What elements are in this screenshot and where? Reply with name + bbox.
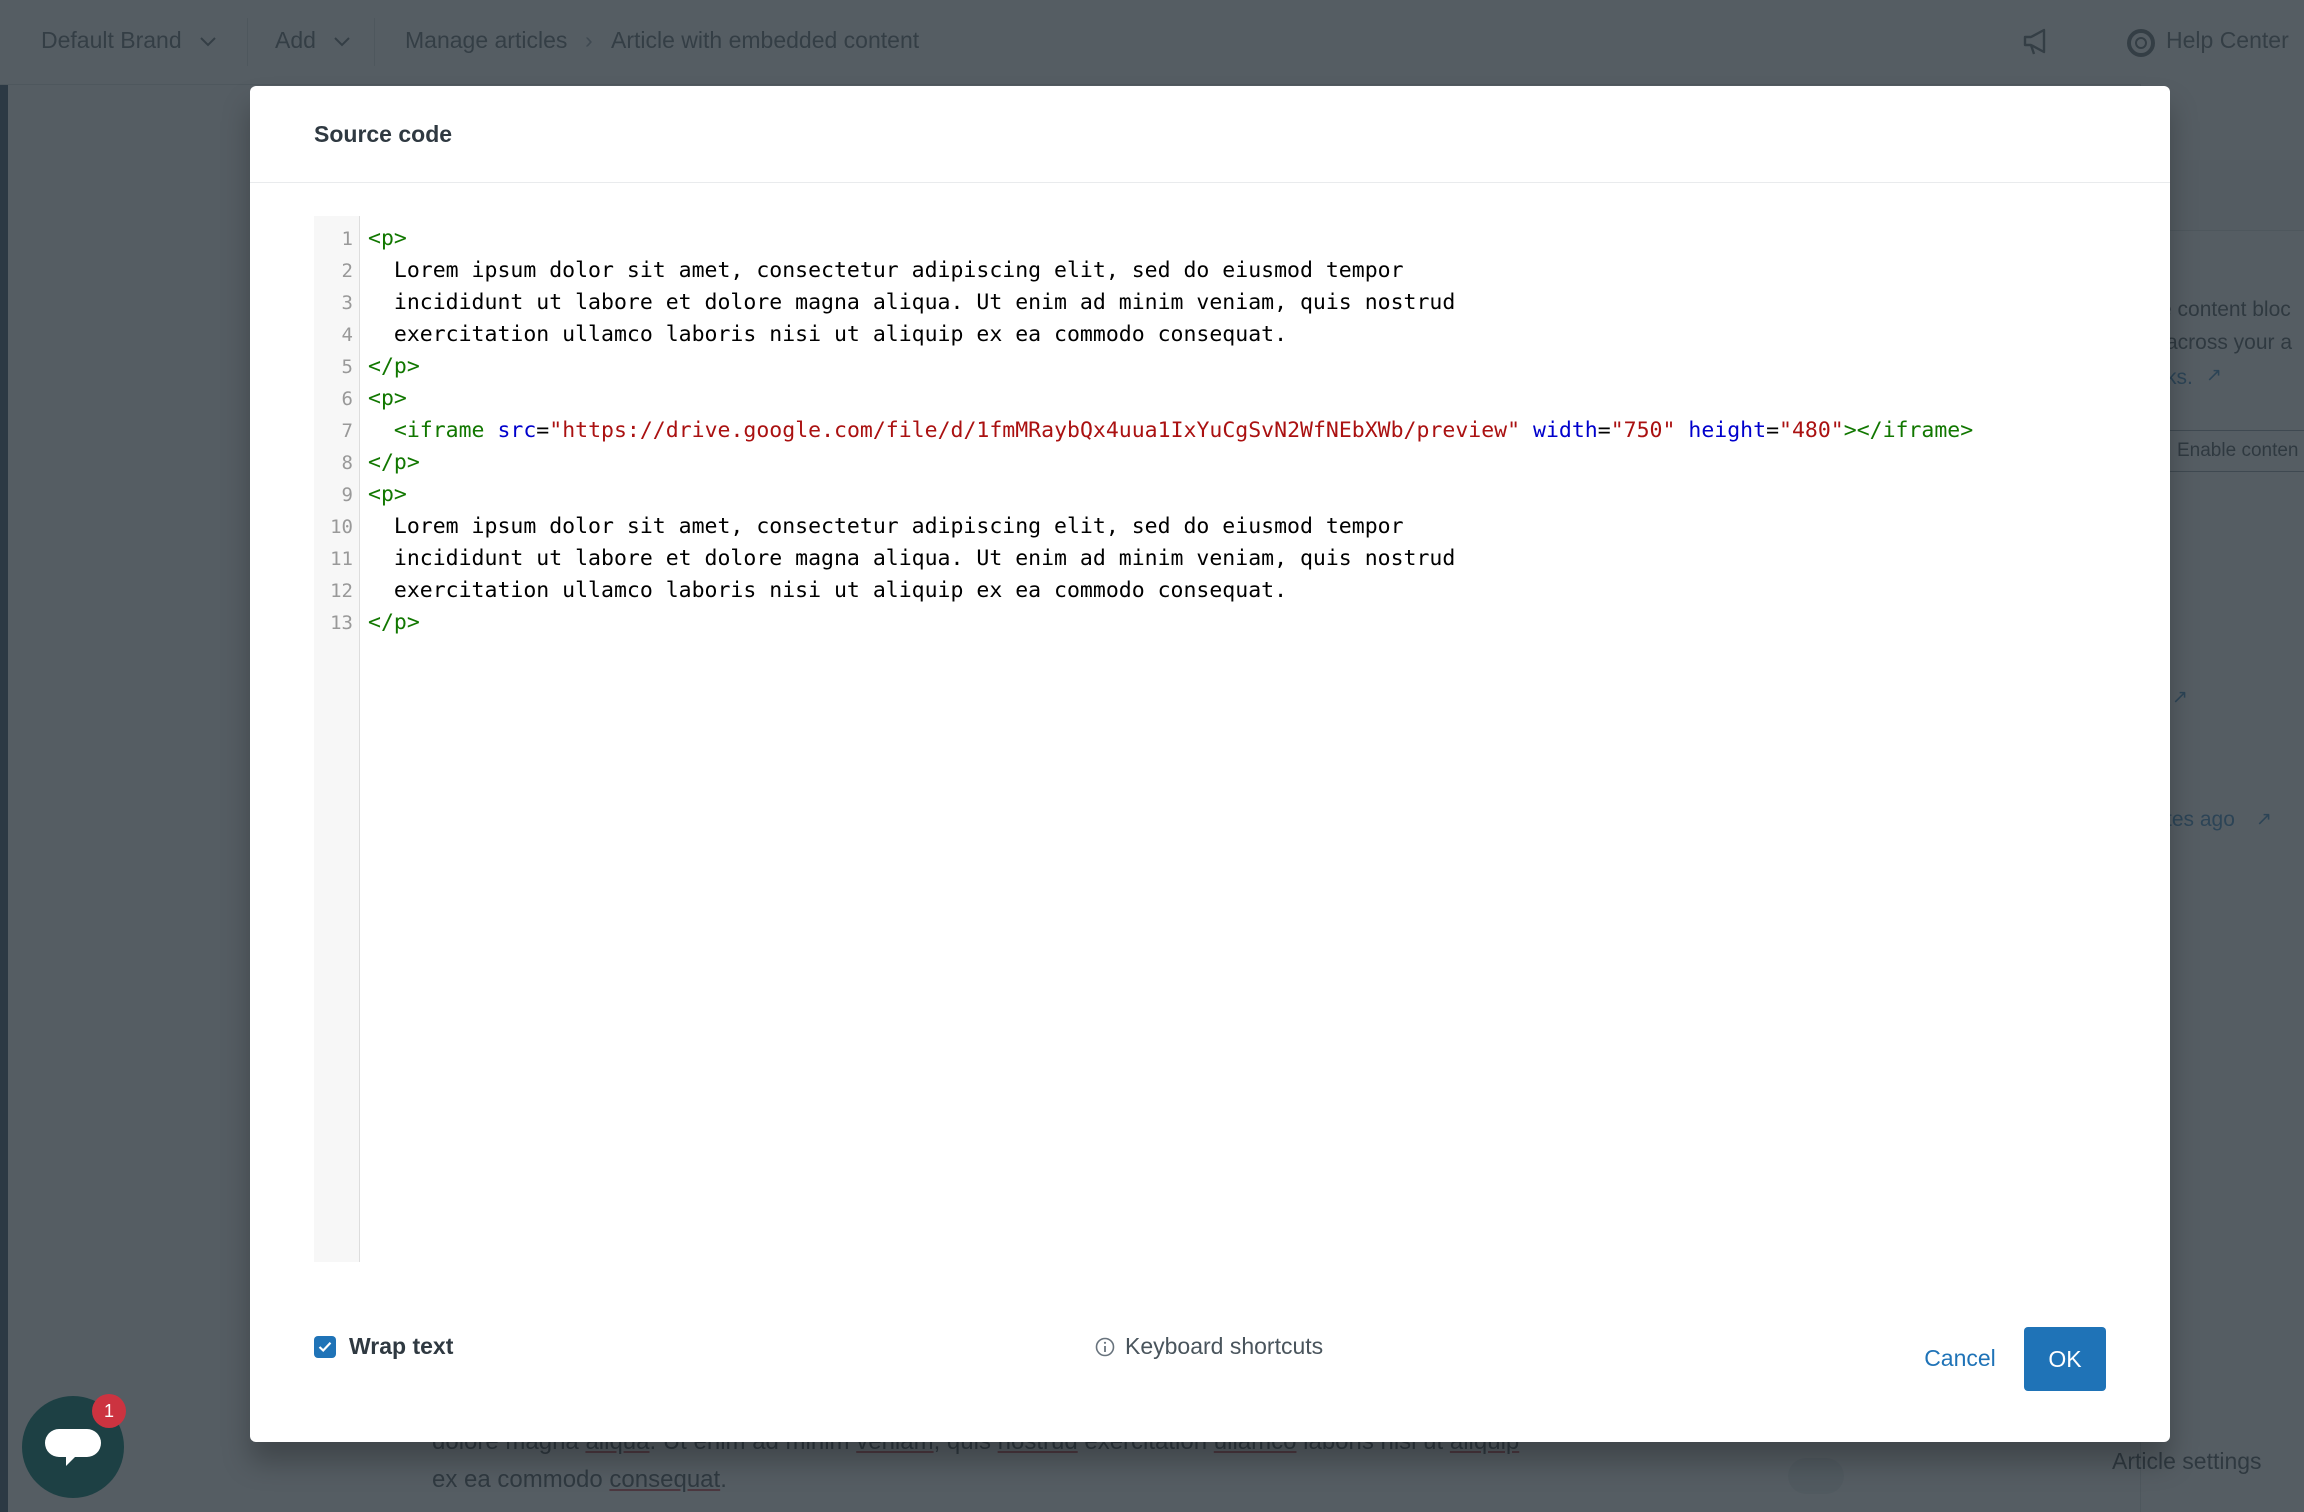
chat-icon [44,1428,102,1468]
source-code-dialog [250,86,2170,1442]
ok-button[interactable]: OK [2024,1327,2106,1391]
notification-badge: 1 [92,1394,126,1428]
checkmark-icon [318,1341,332,1353]
line-number: 5 [341,356,353,378]
code-line: <p> [368,482,407,507]
code-line: <p> [368,226,407,251]
keyboard-shortcuts-label: Keyboard shortcuts [1125,1333,1324,1359]
line-number-gutter [314,216,360,1262]
code-line: incididunt ut labore et dolore magna aliqua. Ut enim ad minim veniam, quis nostrud [368,546,1456,571]
keyboard-shortcuts-link[interactable] [1095,1333,1323,1360]
code-line: <p> [368,386,407,411]
code-line: </p> [368,610,420,635]
line-number: 2 [341,260,353,282]
line-number: 8 [341,452,353,474]
code-line: exercitation ullamco laboris nisi ut aliquip ex ea commodo consequat. [368,322,1288,347]
code-line: Lorem ipsum dolor sit amet, consectetur adipiscing elit, sed do eiusmod tempor [368,258,1404,283]
line-number: 13 [330,612,353,634]
code-line: </p> [368,354,420,379]
line-number: 4 [341,324,353,346]
line-number: 7 [341,420,353,442]
info-icon [1095,1337,1115,1357]
line-number: 9 [341,484,353,506]
line-number: 11 [330,548,353,570]
code-line: </p> [368,450,420,475]
cancel-button[interactable]: Cancel [1924,1345,1996,1371]
line-number: 10 [330,516,353,538]
code-line: incididunt ut labore et dolore magna aliqua. Ut enim ad minim veniam, quis nostrud [368,290,1456,315]
line-number: 12 [330,580,353,602]
dialog-title: Source code [314,121,453,147]
code-line: exercitation ullamco laboris nisi ut aliquip ex ea commodo consequat. [368,578,1288,603]
wrap-text-label[interactable]: Wrap text [349,1333,454,1359]
wrap-text-checkbox[interactable] [314,1336,336,1358]
dialog-header [250,86,2170,183]
line-number: 1 [341,228,353,250]
line-number: 3 [341,292,353,314]
line-number: 6 [341,388,353,410]
code-line-iframe: <iframe src="https://drive.google.com/file/d/1fmMRaybQx4uua1IxYuCgSvN2WfNEbXWb/preview" width="750" height="480"></iframe> [393,418,1974,443]
code-editor[interactable] [314,216,2104,1262]
code-line: Lorem ipsum dolor sit amet, consectetur adipiscing elit, sed do eiusmod tempor [368,514,1404,539]
